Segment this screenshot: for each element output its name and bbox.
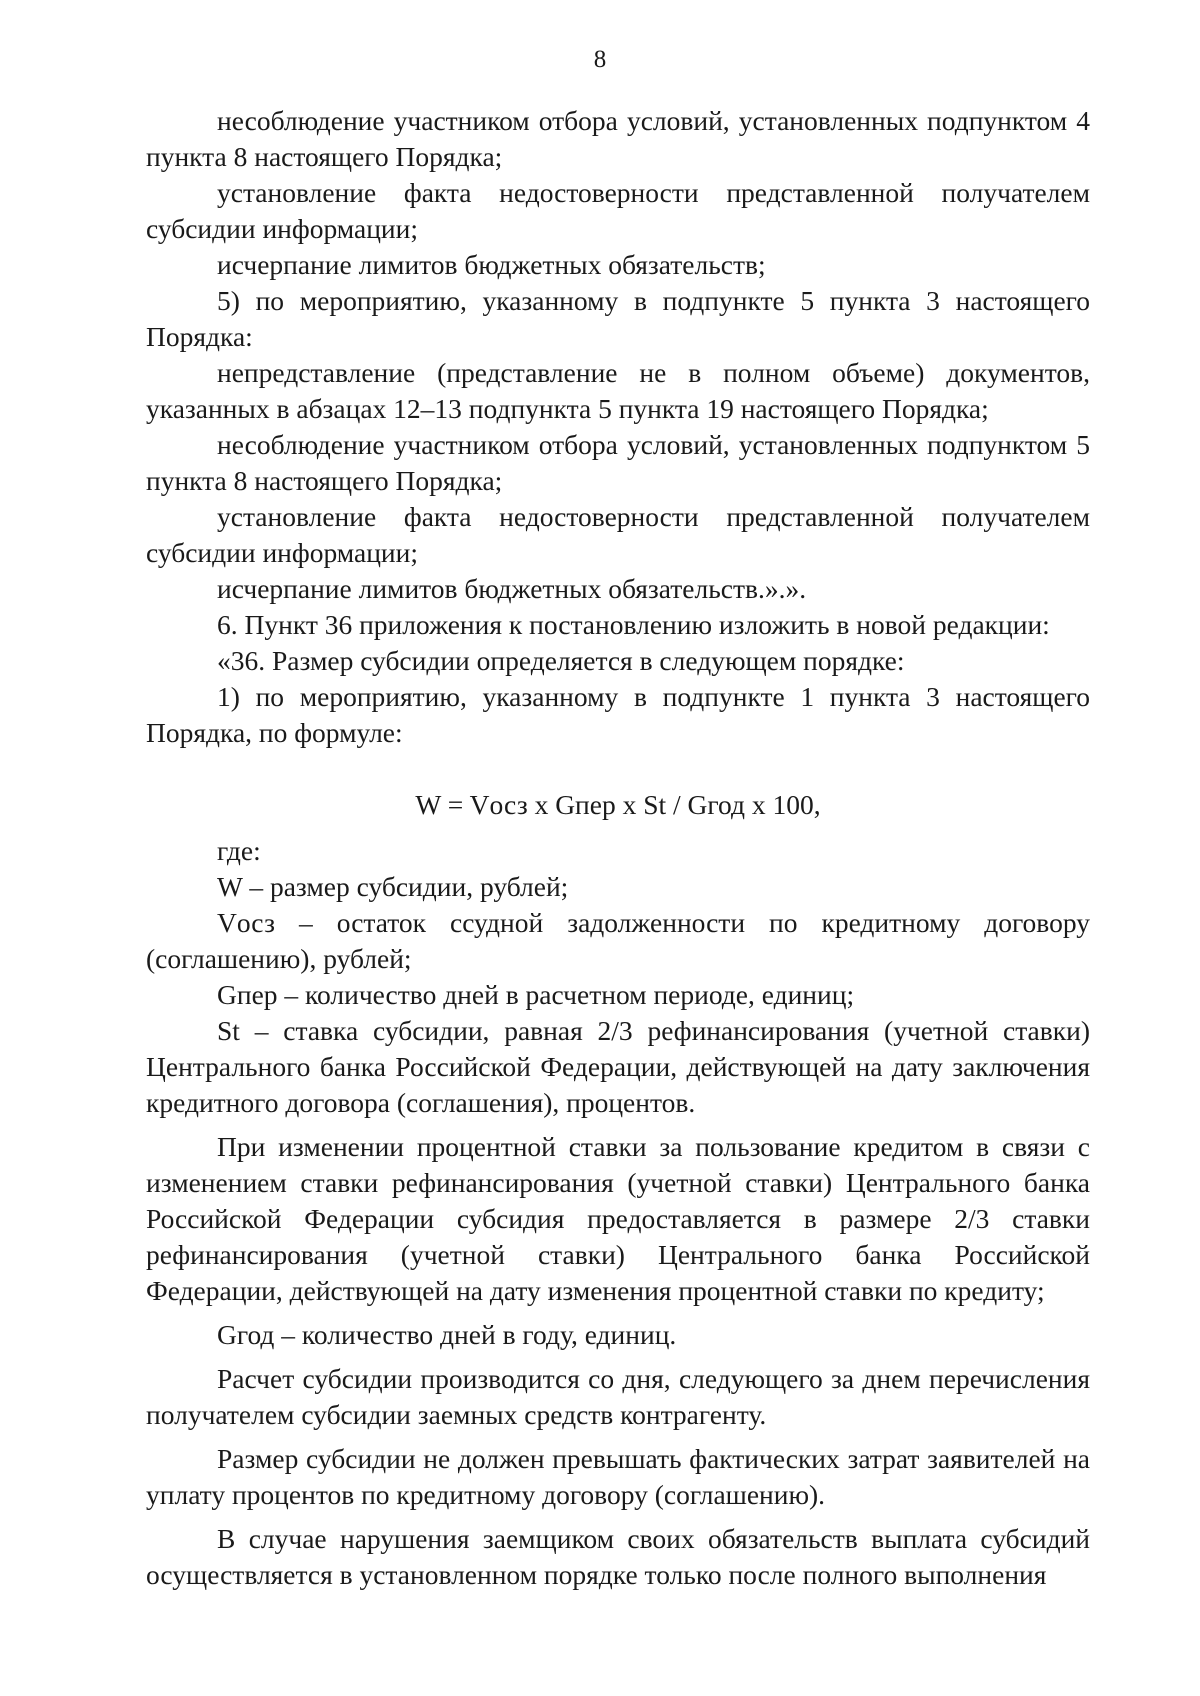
paragraph: Расчет субсидии производится со дня, следующего за днем перечисления получателем субсидии заемных средств контрагенту.: [146, 1363, 1090, 1430]
paragraph: исчерпание лимитов бюджетных обязательств.».».: [217, 573, 807, 604]
page-number: 8: [593, 46, 607, 73]
paragraph: 6. Пункт 36 приложения к постановлению изложить в новой редакции:: [217, 609, 1050, 640]
definition: Gпер – количество дней в расчетном периоде, единиц;: [217, 979, 855, 1010]
paragraph: несоблюдение участником отбора условий, установленных подпунктом 5 пункта 8 настоящего Порядка;: [146, 429, 1090, 496]
paragraph: непредставление (представление не в полном объеме) документов, указанных в абзацах 12–13 подпункта 5 пункта 19 настоящего Порядка;: [146, 357, 1090, 424]
paragraph: Размер субсидии не должен превышать фактических затрат заявителей на уплату процентов по кредитному договору (соглашению).: [146, 1443, 1090, 1510]
paragraph: 1) по мероприятию, указанному в подпункте 1 пункта 3 настоящего Порядка, по формуле:: [146, 681, 1090, 748]
paragraph: несоблюдение участником отбора условий, установленных подпунктом 4 пункта 8 настоящего Порядка;: [146, 105, 1090, 172]
definition: St – ставка субсидии, равная 2/3 рефинансирования (учетной ставки) Центрального банка Российской Федерации, действующей на дату заключения кредитного договора (соглашения), процентов.: [146, 1015, 1090, 1118]
definition-intro: где:: [217, 835, 261, 866]
paragraph: 5) по мероприятию, указанному в подпункте 5 пункта 3 настоящего Порядка:: [146, 285, 1090, 352]
paragraph: «36. Размер субсидии определяется в следующем порядке:: [217, 645, 905, 676]
definition: Vосз – остаток ссудной задолженности по кредитному договору (соглашению), рублей;: [146, 907, 1090, 974]
document-body: [146, 103, 1090, 1593]
paragraph: При изменении процентной ставки за пользование кредитом в связи с изменением ставки рефинансирования (учетной ставки) Центрального банка Российской Федерации субсидия предоставляется в размере 2/3 ставки рефинансирования (учетной ставки) Центрального банка Российской Федерации, действующей на дату изменения процентной ставки по кредиту;: [146, 1131, 1090, 1306]
definition: Gгод – количество дней в году, единиц.: [217, 1319, 677, 1350]
paragraph: исчерпание лимитов бюджетных обязательств;: [217, 249, 766, 280]
paragraph: установление факта недостоверности представленной получателем субсидии информации;: [146, 177, 1090, 244]
formula: W = Vосз x Gпер x St / Gгод x 100,: [415, 789, 821, 820]
paragraph: установление факта недостоверности представленной получателем субсидии информации;: [146, 501, 1090, 568]
definition: W – размер субсидии, рублей;: [217, 871, 569, 902]
paragraph: В случае нарушения заемщиком своих обязательств выплата субсидий осуществляется в установленном порядке только после полного выполнения: [146, 1523, 1090, 1590]
